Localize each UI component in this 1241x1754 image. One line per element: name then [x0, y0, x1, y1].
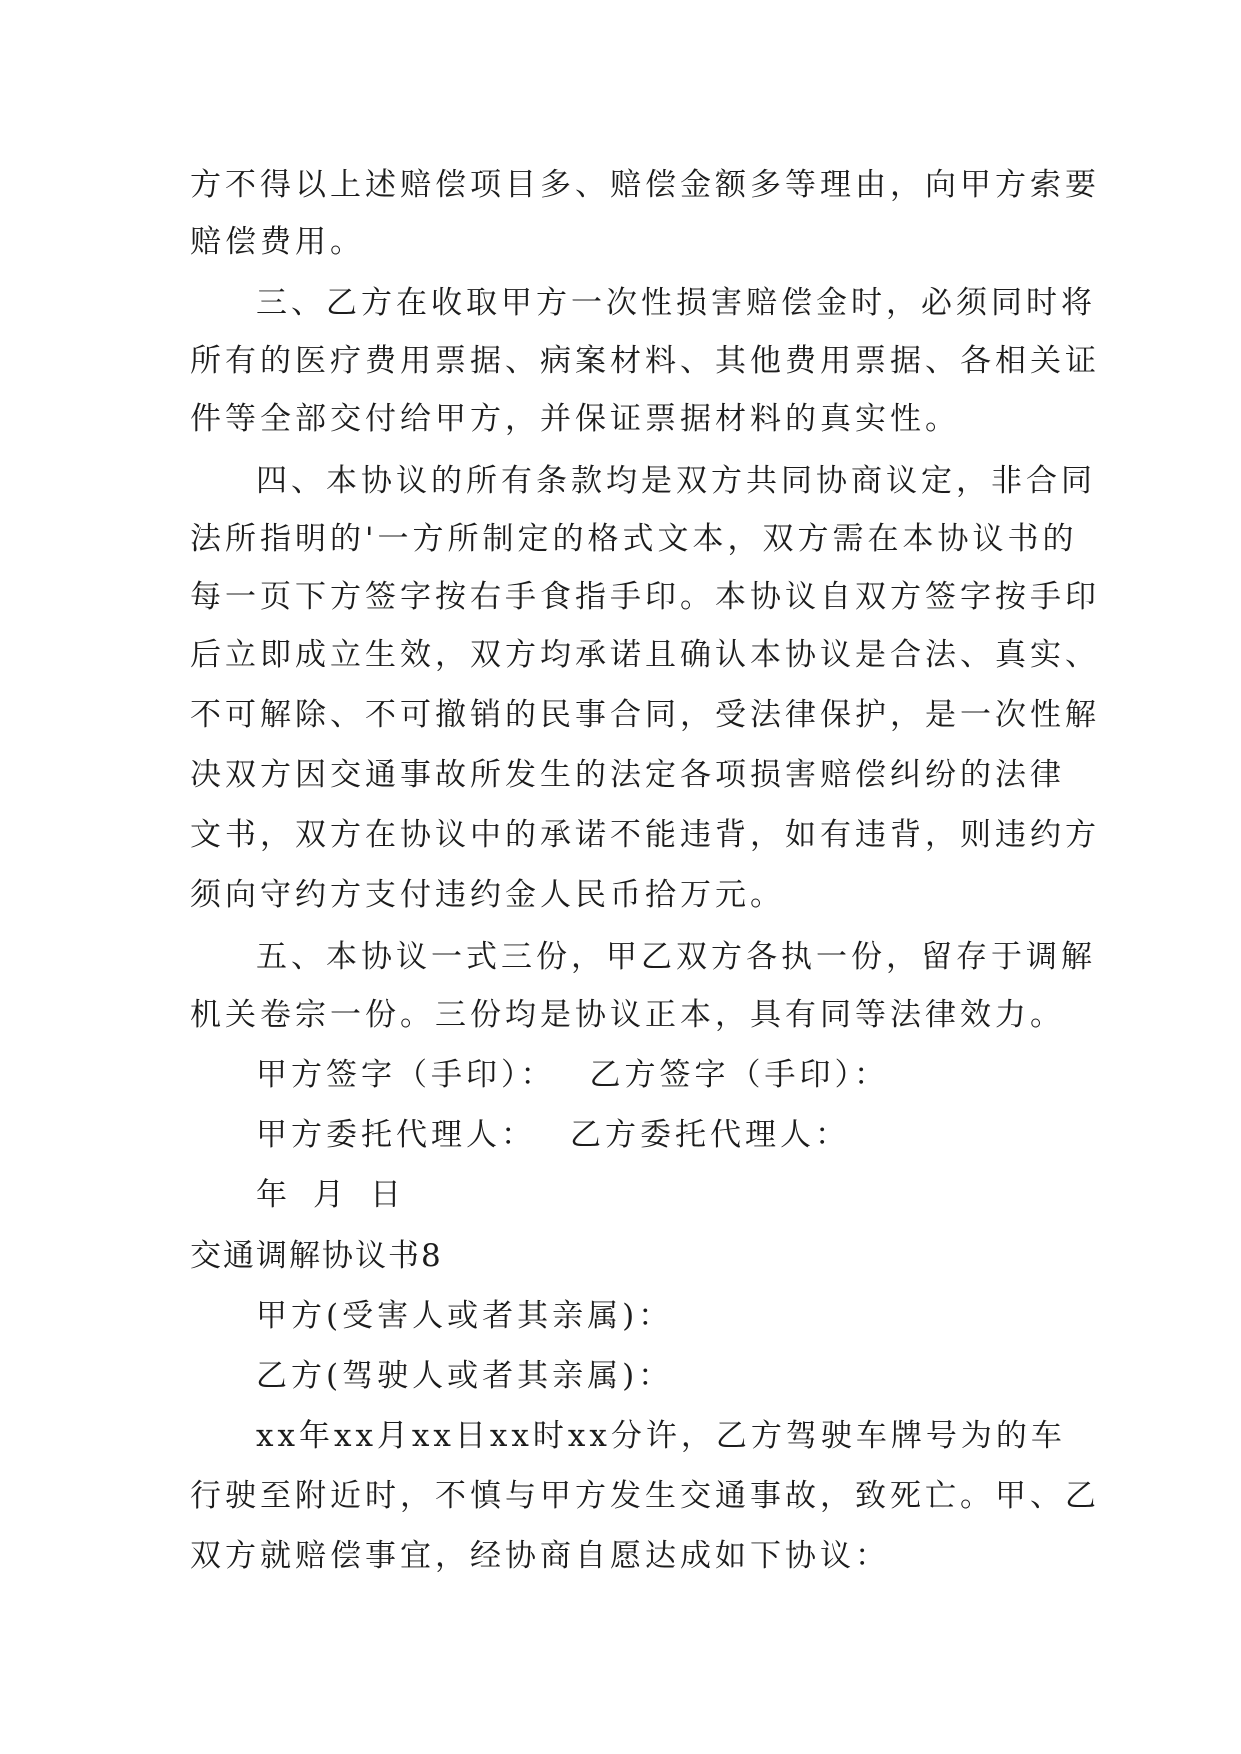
date-month: 月: [313, 1177, 348, 1213]
paragraph-line: 方不得以上述赔偿项目多、赔偿金额多等理由，向甲方索要: [190, 167, 1100, 203]
paragraph-line: 每一页下方签字按右手食指手印。本协议自双方签字按手印: [190, 579, 1100, 615]
paragraph-line: 五、本协议一式三份，甲乙双方各执一份，留存于调解: [256, 939, 1096, 975]
paragraph-line: 行驶至附近时，不慎与甲方发生交通事故，致死亡。甲、乙: [190, 1478, 1100, 1514]
paragraph-line: 后立即成立生效，双方均承诺且确认本协议是合法、真实、: [190, 637, 1100, 673]
party-a-line: 甲方(受害人或者其亲属)：: [256, 1298, 674, 1334]
paragraph-line: 决双方因交通事故所发生的法定各项损害赔偿纠纷的法律: [190, 757, 1065, 793]
party-b-agent-label: 乙方委托代理人：: [570, 1117, 850, 1153]
paragraph-line: 机关卷宗一份。三份均是协议正本，具有同等法律效力。: [190, 997, 1065, 1033]
paragraph-line: 三、乙方在收取甲方一次性损害赔偿金时，必须同时将: [256, 285, 1096, 321]
agent-line: [256, 1115, 1076, 1155]
party-b-signature-label: 乙方签字（手印）：: [589, 1057, 889, 1093]
party-b-line: 乙方(驾驶人或者其亲属)：: [256, 1358, 674, 1394]
paragraph-line: 四、本协议的所有条款均是双方共同协商议定，非合同: [256, 463, 1096, 499]
paragraph-line: xx年xx月xx日xx时xx分许，乙方驾驶车牌号为的车: [256, 1418, 1066, 1454]
paragraph-line: 法所指明的'一方所制定的格式文本，双方需在本协议书的: [190, 521, 1078, 557]
signature-line: [256, 1055, 1076, 1095]
paragraph-line: 所有的医疗费用票据、病案材料、其他费用票据、各相关证: [190, 343, 1100, 379]
party-a-agent-label: 甲方委托代理人：: [256, 1117, 536, 1153]
paragraph-line: 不可解除、不可撤销的民事合同，受法律保护，是一次性解: [190, 697, 1100, 733]
paragraph-line: 文书，双方在协议中的承诺不能违背，如有违背，则违约方: [190, 817, 1100, 853]
date-year: 年: [256, 1177, 291, 1213]
paragraph-line: 双方就赔偿事宜，经协商自愿达成如下协议：: [190, 1538, 890, 1574]
date-day: 日: [370, 1177, 405, 1213]
paragraph-line: 须向守约方支付违约金人民币拾万元。: [190, 877, 785, 913]
section-title: 交通调解协议书8: [190, 1238, 443, 1274]
paragraph-line: 赔偿费用。: [190, 224, 365, 260]
party-a-signature-label: 甲方签字（手印）：: [256, 1057, 556, 1093]
date-line: [256, 1175, 1076, 1215]
paragraph-line: 件等全部交付给甲方，并保证票据材料的真实性。: [190, 401, 960, 437]
